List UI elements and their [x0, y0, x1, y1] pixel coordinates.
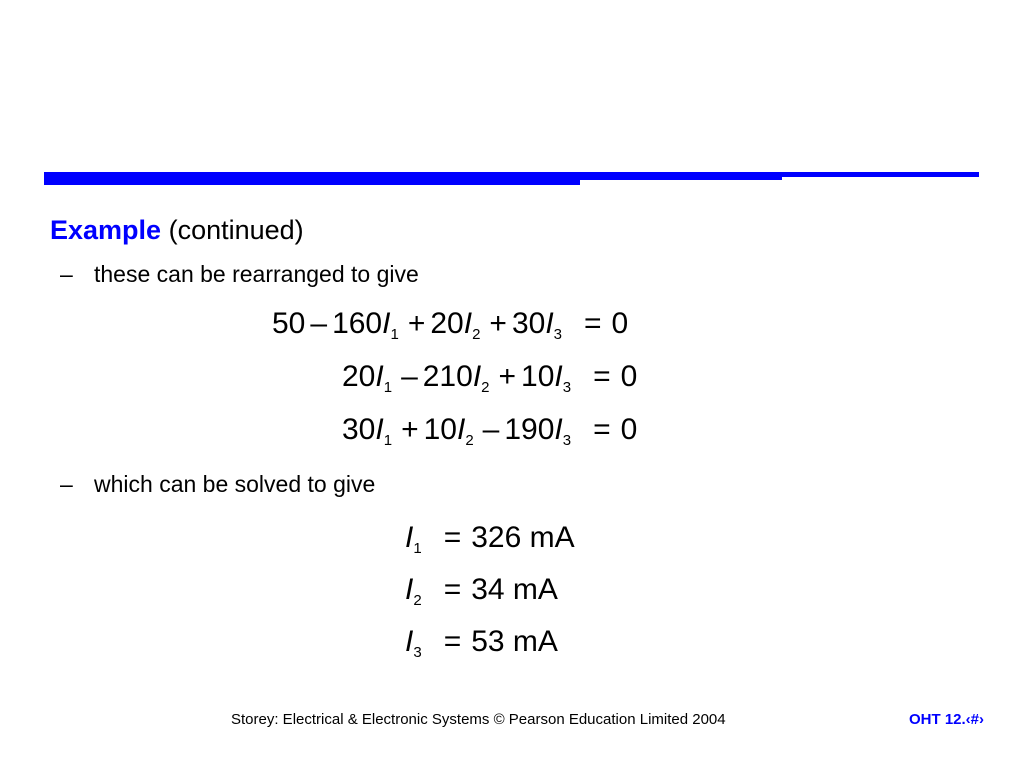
eq1-subscript-2: 2 — [472, 326, 481, 343]
eq1-variable-2: I — [463, 307, 473, 340]
result-i2 — [405, 570, 558, 621]
equation-1 — [272, 304, 628, 355]
eq1-constant: 50 — [272, 307, 306, 340]
eq2-equals: = — [593, 360, 611, 393]
eq2-variable-2: I — [472, 360, 482, 393]
eq1-operator-3: + — [489, 307, 507, 340]
eq2-variable-1: I — [375, 360, 384, 393]
header-bar-thick — [44, 179, 580, 185]
result-value: 34 mA — [471, 573, 558, 606]
eq2-coefficient-3: 10 — [521, 360, 555, 393]
result-equals: = — [443, 521, 462, 554]
slide-title — [50, 212, 304, 248]
eq3-coefficient-1: 30 — [342, 413, 376, 446]
footer-citation: Storey: Electrical & Electronic Systems © Pearson Education Limited 2004 — [231, 711, 726, 728]
result-value: 326 mA — [471, 521, 575, 554]
result-subscript: 1 — [413, 540, 422, 557]
eq2-subscript-2: 2 — [481, 379, 490, 396]
eq2-subscript-3: 3 — [562, 379, 572, 396]
eq1-coefficient-1: 160 — [332, 307, 383, 340]
result-variable: I — [405, 625, 414, 658]
eq3-variable-2: I — [456, 413, 466, 446]
eq1-operator-2: + — [407, 307, 426, 340]
eq1-variable-3: I — [545, 307, 554, 340]
bullet-dash: – — [60, 471, 73, 497]
eq2-variable-3: I — [554, 360, 563, 393]
equation-3 — [342, 410, 637, 461]
eq3-subscript-3: 3 — [562, 432, 572, 449]
eq2-coefficient-1: 20 — [342, 360, 376, 393]
title-keyword: Example — [50, 215, 162, 245]
eq3-subscript-1: 1 — [383, 432, 393, 449]
eq2-operator-3: + — [498, 360, 517, 393]
eq2-coefficient-2: 210 — [422, 360, 473, 393]
eq3-operator-3: – — [482, 413, 500, 446]
equation-2 — [342, 357, 637, 408]
result-subscript: 3 — [413, 644, 422, 661]
eq2-rhs: 0 — [620, 360, 638, 393]
eq2-operator-2: – — [401, 360, 418, 393]
title-rest: (continued) — [168, 215, 304, 245]
eq3-operator-2: + — [401, 413, 419, 446]
bullet-solved — [60, 469, 375, 499]
bullet-rearranged — [60, 259, 419, 289]
eq1-coefficient-3: 30 — [511, 307, 546, 340]
eq3-coefficient-2: 10 — [423, 413, 457, 446]
eq3-variable-3: I — [554, 413, 563, 446]
eq1-rhs: 0 — [611, 307, 629, 340]
result-i1 — [405, 518, 575, 569]
eq1-subscript-1: 1 — [390, 326, 399, 343]
bullet-text: which can be solved to give — [94, 471, 376, 497]
eq1-coefficient-2: 20 — [430, 307, 464, 340]
eq3-variable-1: I — [375, 413, 384, 446]
eq1-operator-1: – — [310, 307, 328, 340]
eq1-equals: = — [584, 307, 602, 340]
eq1-subscript-3: 3 — [553, 326, 562, 343]
slide-number: OHT 12.‹#› — [908, 711, 984, 728]
eq1-variable-1: I — [382, 307, 391, 340]
result-i3 — [405, 622, 558, 673]
result-equals: = — [443, 625, 462, 658]
bullet-text: these can be rearranged to give — [94, 261, 419, 287]
result-value: 53 mA — [471, 625, 558, 658]
eq3-subscript-2: 2 — [465, 432, 474, 449]
eq2-subscript-1: 1 — [383, 379, 393, 396]
result-subscript: 2 — [413, 592, 422, 609]
result-variable: I — [405, 521, 414, 554]
eq3-coefficient-3: 190 — [504, 413, 555, 446]
result-variable: I — [405, 573, 414, 606]
eq3-rhs: 0 — [620, 413, 638, 446]
eq3-equals: = — [593, 413, 611, 446]
bullet-dash: – — [60, 261, 73, 287]
result-equals: = — [443, 573, 462, 606]
